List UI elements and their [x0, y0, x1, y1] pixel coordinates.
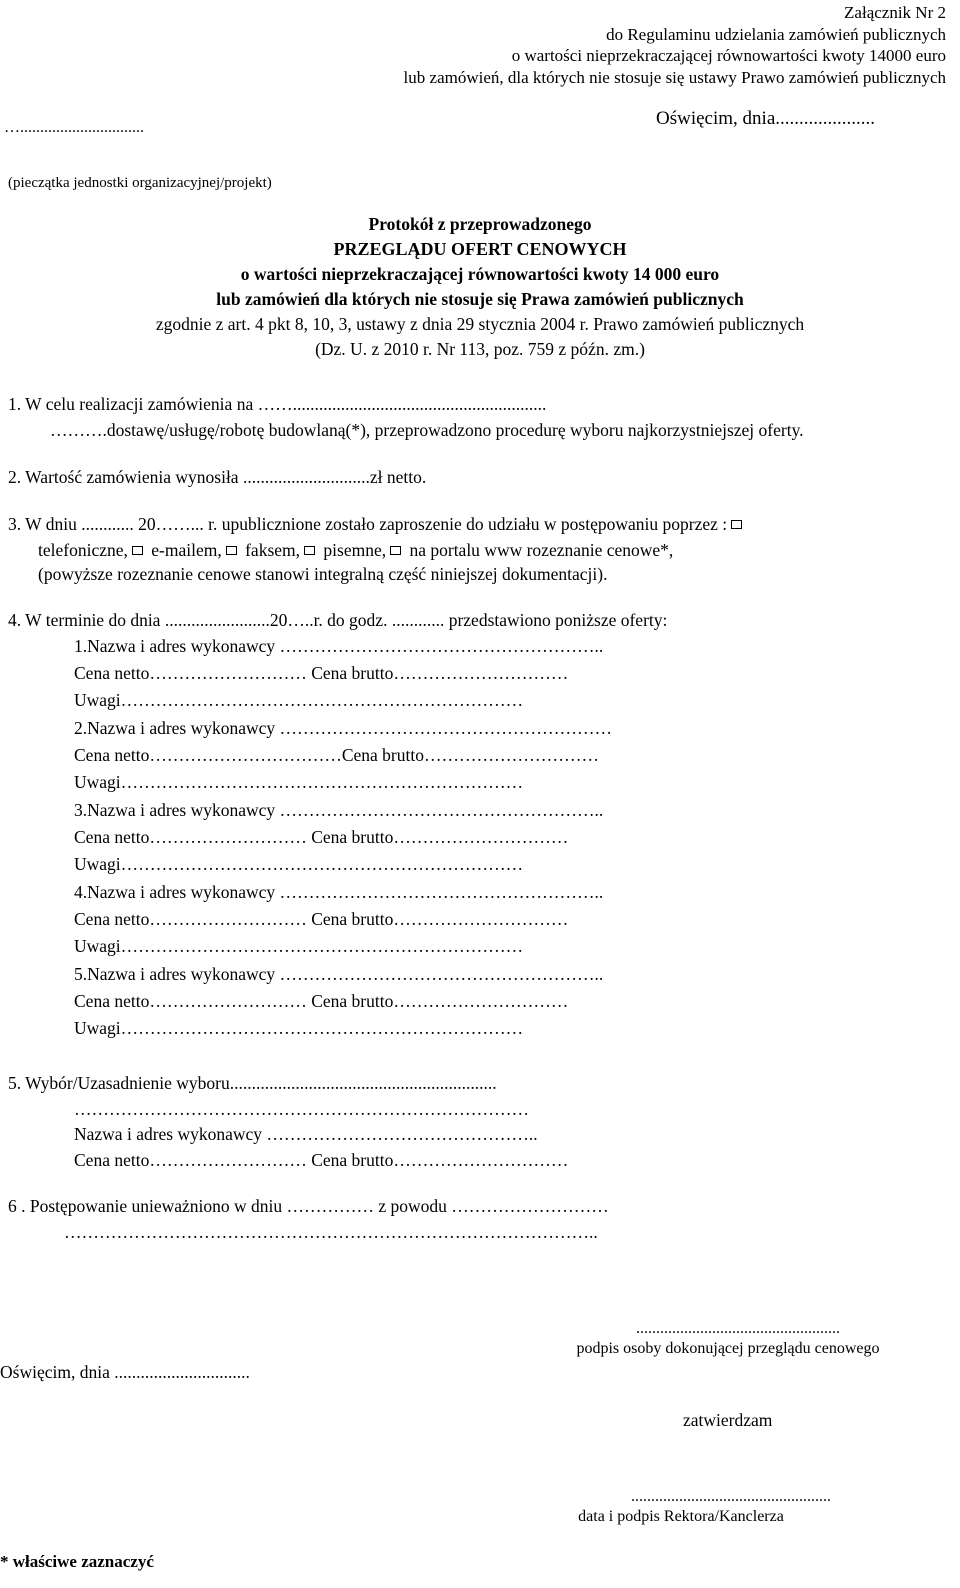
title-line: PRZEGLĄDU OFERT CENOWYCH	[333, 239, 627, 259]
signature-rector-dots: ..................................................	[631, 1488, 831, 1505]
section-6-reason: ………………………………………………………………………………..	[64, 1222, 598, 1242]
offer-name: 2.Nazwa i adres wykonawcy …………………………………………………	[74, 718, 613, 738]
option-phone: telefoniczne,	[38, 540, 128, 560]
signature-reviewer-label: podpis osoby dokonującej przeglądu cenowego	[576, 1340, 880, 1357]
footnote: * właściwe zaznaczyć	[0, 1552, 154, 1571]
annex-line: lub zamówień, dla których nie stosuje się ustawy Prawo zamówień publicznych	[403, 67, 946, 87]
document-title	[0, 212, 960, 362]
offer-name: 3.Nazwa i adres wykonawcy ………………………………………………..	[74, 800, 604, 820]
city-date-top: Oświęcim, dnia.....................	[656, 108, 876, 129]
title-line: o wartości nieprzekraczającej równowartości kwoty 14 000 euro	[240, 264, 720, 284]
checkbox-square[interactable]	[132, 546, 143, 555]
option-portal: na portalu www rozeznanie cenowe*,	[409, 540, 674, 560]
section-3-note: (powyższe rozeznanie cenowe stanowi integralną część niniejszej dokumentacji).	[38, 564, 608, 584]
checkbox-square[interactable]	[304, 546, 315, 555]
annex-line: o wartości nieprzekraczającej równowartości kwoty 14000 euro	[511, 46, 946, 65]
city-date-bottom: Oświęcim, dnia ...............................	[0, 1362, 250, 1382]
stamp-placeholder: …...............................	[4, 119, 144, 136]
signature-rector-label: data i podpis Rektora/Kanclerza	[578, 1508, 784, 1525]
offer-notes: Uwagi……………………………………………………………	[74, 772, 524, 792]
offer-prices: Cena netto……………………… Cena brutto…………………………	[74, 909, 569, 929]
section-5-prices: Cena netto……………………… Cena brutto…………………………	[74, 1150, 569, 1170]
checkbox-square[interactable]	[390, 546, 401, 555]
section-5-line: 5. Wybór/Uzasadnienie wyboru.............................................................	[8, 1073, 497, 1093]
section-3-options	[38, 540, 673, 561]
offer-notes: Uwagi……………………………………………………………	[74, 936, 524, 956]
title-line: Protokół z przeprowadzonego	[368, 214, 592, 234]
offer-prices: Cena netto……………………… Cena brutto…………………………	[74, 663, 569, 683]
section-1-scope: ……….dostawę/usługę/robotę budowlaną(*), przeprowadzono procedurę wyboru najkorzystniejszej oferty.	[50, 420, 804, 440]
option-fax: faksem,	[245, 540, 301, 560]
offer-notes: Uwagi……………………………………………………………	[74, 1018, 524, 1038]
annex-line: Załącznik Nr 2	[844, 3, 946, 22]
option-written: pisemne,	[323, 540, 387, 560]
legal-reference: (Dz. U. z 2010 r. Nr 113, poz. 759 z późn. zm.)	[315, 339, 645, 359]
offer-name: 5.Nazwa i adres wykonawcy ………………………………………………..	[74, 964, 604, 984]
title-line: lub zamówień dla których nie stosuje się Prawa zamówień publicznych	[216, 289, 744, 309]
section-2-value: 2. Wartość zamówienia wynosiła .............................zł netto.	[8, 467, 427, 487]
approval-label: zatwierdzam	[683, 1410, 773, 1430]
stamp-label: (pieczątka jednostki organizacyjnej/projekt)	[8, 175, 272, 191]
section-3-text: 3. W dniu ............ 20……... r. upublicznione zostało zaproszenie do udziału w postępowaniu poprzez :	[8, 514, 728, 534]
checkbox-square[interactable]	[226, 546, 237, 555]
offer-notes: Uwagi……………………………………………………………	[74, 854, 524, 874]
offer-prices: Cena netto……………………… Cena brutto…………………………	[74, 827, 569, 847]
section-6-line: 6 . Postępowanie unieważniono w dniu …………… z powodu ………………………	[8, 1196, 609, 1216]
annex-header	[404, 2, 946, 88]
section-1-line: 1. W celu realizacji zamówienia na ……..........................................................	[8, 394, 547, 414]
checkbox-square[interactable]	[731, 520, 742, 529]
section-3-line	[8, 514, 746, 535]
option-email: e-mailem,	[151, 540, 222, 560]
annex-line: do Regulaminu udzielania zamówień publicznych	[606, 24, 946, 44]
offer-notes: Uwagi……………………………………………………………	[74, 690, 524, 710]
offer-name: 4.Nazwa i adres wykonawcy ………………………………………………..	[74, 882, 604, 902]
offer-prices: Cena netto……………………… Cena brutto…………………………	[74, 991, 569, 1011]
section-5-justification: ……………………………………………………………………	[74, 1099, 529, 1119]
legal-basis: zgodnie z art. 4 pkt 8, 10, 3, ustawy z dnia 29 stycznia 2004 r. Prawo zamówień publicznych	[155, 314, 805, 334]
signature-reviewer-dots: ...................................................	[636, 1320, 840, 1337]
section-5-contractor: Nazwa i adres wykonawcy ………………………………………..	[74, 1124, 538, 1144]
offer-name: 1.Nazwa i adres wykonawcy ………………………………………………..	[74, 636, 604, 656]
section-4-line: 4. W terminie do dnia ........................20…..r. do godz. ............ przedstawiono poniższe oferty:	[8, 610, 668, 630]
offer-prices: Cena netto……………………………Cena brutto…………………………	[74, 745, 599, 765]
